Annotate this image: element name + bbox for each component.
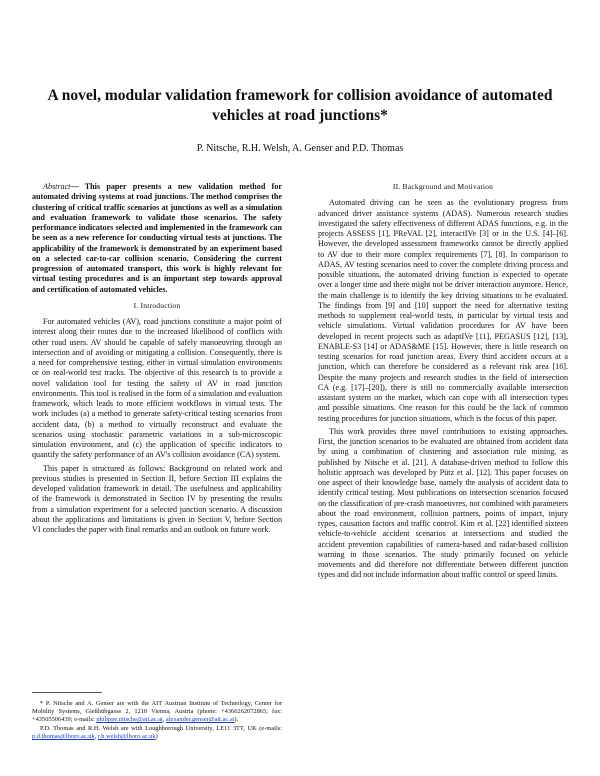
email-link-welsh[interactable]: r.h.welsh@lboro.ac.uk: [97, 733, 156, 740]
section-heading-introduction: I. Introduction: [133, 300, 181, 310]
footnote-text: * P. Nitsche and A. Genser are with the AIT Austrian Institute of Technology, Center for Mobility Systems, Gießhübgasse 2, 1210 Vienna, Austria (phone: +4366262072865; fax: +43505506439; e-mails:: [32, 700, 282, 723]
footnote-text: P.D. Thomas and R.H. Welsh are with Loughborough University, LE11 3TT, UK (e-mails:: [40, 725, 282, 732]
footnote-text: ): [155, 733, 158, 740]
abstract-lead: Abstract: [43, 182, 71, 191]
email-link-nitsche[interactable]: philippe.nitsche@ait.ac.at: [96, 716, 163, 723]
footnote-rule: [32, 692, 102, 693]
footnote-separator: ,: [94, 733, 98, 740]
email-link-thomas[interactable]: p.d.thomas@lboro.ac.uk: [32, 733, 95, 740]
abstract: [32, 182, 282, 295]
background-paragraph-2: This work provides three novel contributions to existing approaches. First, the junction scenarios to be evaluated are obtained from accident data by using a combination of clustering and association rule mining, as published by Nitsche et al. [21]. A database-driven method to follow this holistic approach was developed by Pütz et al. [12]. This paper focuses on one aspect of their knowledge base, namely the analysis of accident data to identify critical testing. Most publications on intersection scenarios focused on the classification of pre-crash manoeuvres, not combined with parameters about the road environment, collision partners, points of impact, injury types, causation factors and traffic control. Kim et al. [22] identified sixteen vehicle-to-vehicle accident scenarios at intersections and studied the accident prevention capabilities of camera-based and radar-based collision warning in those scenarios. The study primarily focused on vehicle movements and did therefore not differentiate between different junction types and did not include information about traffic control or speed limits.: [318, 426, 568, 580]
abstract-text: — This paper presents a new validation method for automated driving systems at road junctions. The method comprises the clustering of critical traffic scenarios at junctions as well as a simulation and evaluation framework to validate those scenarios. The safety performance indicators selected and implemented in the framework can be seen as a new reference for conducting virtual tests at junctions. The applicability of the framework is demonstrated by an experiment based on a selected car-to-car collision scenario. Considering the current progression of automated transport, this work is highly relevant for virtual testing procedures and is an important step towards approval and certification of automated vehicles.: [32, 182, 282, 294]
footnote-affiliation-ait: [32, 700, 282, 724]
background-paragraph-1: Automated driving can be seen as the evolutionary progress from advanced driver assistance systems (ADAS). Numerous research studies investigated the safety effectiveness of different ADAS functions, e.g. in the projects ASSESS [1], PReVAL [2], interactIVe [3] or in the U.S. [4]–[6]. However, the developed assessment frameworks cannot be directly applied to AV due to their more complex requirements [7], [8]. In comparison to ADAS, AV testing scenarios need to cover the complete driving process and possible situations, the automated driving function is expected to operate over a longer time and there might not be driver interaction anymore. Hence, the main challenge is to identify the key driving situations to be evaluated. The findings from [9] and [10] support the need for alternative testing methods to supplement real-world tests, in particular by virtual tests and vehicle simulations. Virtual validation procedures for AV have been developed in recent projects such as adaptIVe [11], PEGASUS [12], [13], ENABLE-S3 [14] or ADAS&ME [15]. However, there is little research on testing scenarios for road junction areas. Every third accident occurs at a junction, which can therefore be considered as a relevant risk area [16]. Despite the many projects and research studies in the field of intersection CA (e.g. [17]–[20]), there is still no commercially available intersection assistant system on the market, which can cope with all intersection types and possible situations. One reason for this could be the lack of common testing procedures for junction situations, which is the focus of this paper.: [318, 198, 568, 423]
footnote-text: ).: [234, 716, 239, 723]
footnote: [32, 692, 282, 741]
footnote-separator: ,: [162, 716, 166, 723]
section-heading-background: II. Background and Motivation: [392, 182, 494, 191]
intro-paragraph-2: This paper is structured as follows: Background on related work and previous studies is presented in Section II, before Section III explains the developed validation framework in detail. The usefulness and applicability of the framework is demonstrated in Section IV by presenting the results from a simulation experiment for a selected junction scenario. A discussion about the applications and limitations is given in Section V, before Section VI concludes the paper with final remarks and an outlook on future work.: [32, 463, 282, 534]
left-column: [32, 182, 282, 535]
right-column: [318, 182, 568, 581]
email-link-genser[interactable]: alexander.genser@ait.ac.at: [165, 716, 235, 723]
paper-title: A novel, modular validation framework for collision avoidance of automated vehicles at road junctions*: [47, 87, 553, 124]
intro-paragraph-1: For automated vehicles (AV), road junctions constitute a major point of interest along their routes due to the increased likelihood of conflicts with other road users. AV should be capable of safely manoeuvring through an intersection and of avoiding or mitigating a collision. Consequently, there is a need for comprehensive testing, either in virtual simulation environments or on real-world test tracks. The objective of this research is to provide a novel validation tool for testing the safety of AV in road junction environments. This tool is realised in the form of a simulation and evaluation framework, which leads to more efficient workflows in virtual tests. The work includes (a) a method to generate safety-critical testing scenarios from accident data, (b) a method to virtually reconstruct and evaluate the scenarios using stochastic parametric variations in a sub-microscopic simulation environment, and (c) the application of specific indicators to quantify the safety performance of an AV's collision avoidance (CA) system.: [32, 317, 282, 460]
paper-authors: P. Nitsche, R.H. Welsh, A. Genser and P.D. Thomas: [196, 143, 404, 154]
footnote-affiliation-loughborough: [32, 725, 282, 741]
